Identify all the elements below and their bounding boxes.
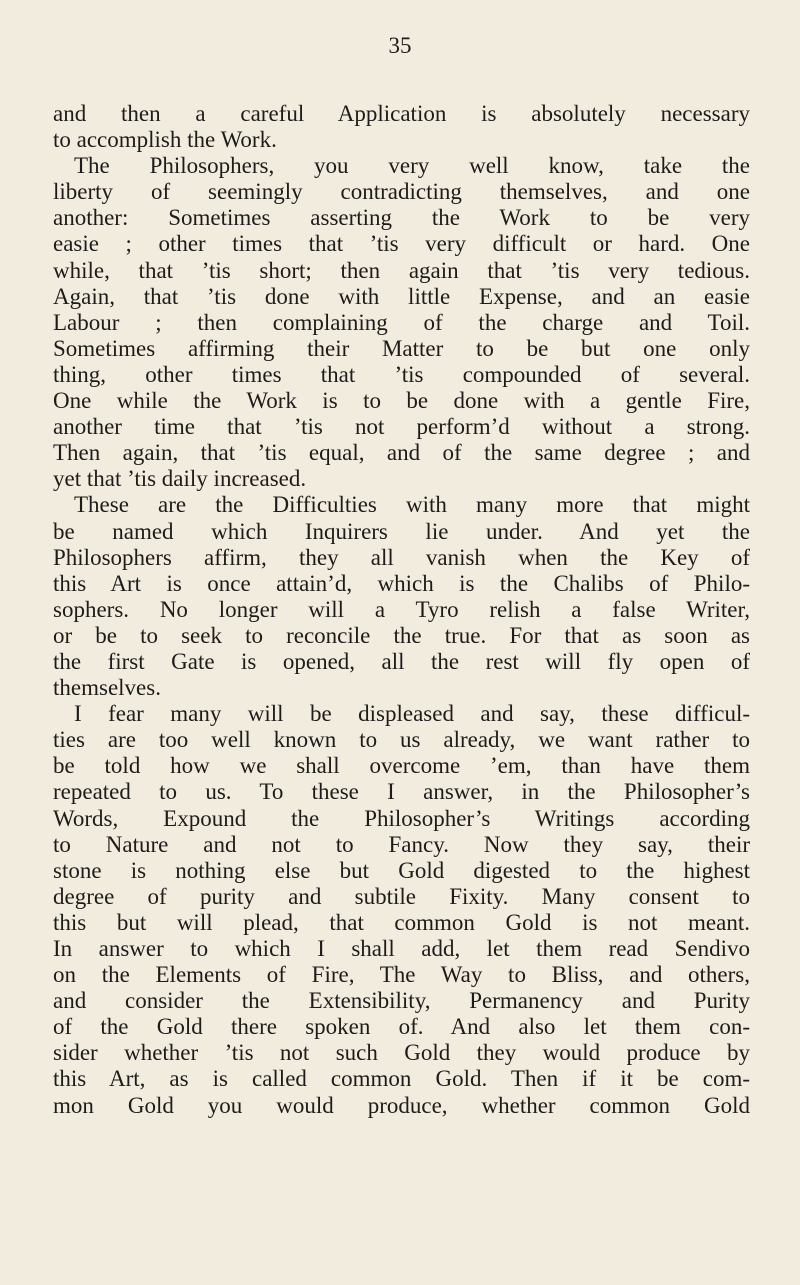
text-line: easie ; other times that ’tis very difficult or hard. One [53, 231, 750, 257]
text-line: this Art is once attain’d, which is the Chalibs of Philo- [53, 570, 750, 596]
text-line: Sometimes affirming their Matter to be but one only [53, 335, 750, 361]
text-line: to Nature and not to Fancy. Now they say, their [53, 831, 750, 857]
text-line: Again, that ’tis done with little Expense, and an easie [53, 283, 750, 309]
text-line: ties are too well known to us already, we want rather to [53, 727, 750, 753]
text-line: the first Gate is opened, all the rest will fly open of [53, 648, 750, 674]
text-line: These are the Difficulties with many more that might [74, 492, 750, 518]
text-line: and consider the Extensibility, Permanency and Purity [53, 988, 750, 1014]
text-line: In answer to which I shall add, let them read Sendivo [53, 936, 750, 961]
text-line: The Philosophers, you very well know, take the [74, 153, 750, 179]
text-line: I fear many will be displeased and say, these difficul- [74, 701, 750, 727]
text-line: or be to seek to reconcile the true. For that as soon as [53, 622, 750, 648]
text-line: repeated to us. To these I answer, in the Philosopher’s [53, 779, 750, 805]
text-line: sophers. No longer will a Tyro relish a false Writer, [53, 596, 750, 622]
text-line: thing, other times that ’tis compounded of several. [53, 361, 750, 387]
text-line: degree of purity and subtile Fixity. Many consent to [53, 883, 750, 909]
text-line: Then again, that ’tis equal, and of the same degree ; and [53, 440, 750, 466]
text-line: be told how we shall overcome ’em, than have them [53, 753, 750, 779]
text-line: this but will plead, that common Gold is not meant. [53, 909, 750, 935]
text-line: be named which Inquirers lie under. And yet the [53, 518, 750, 544]
text-line: this Art, as is called common Gold. Then if it be com- [53, 1066, 750, 1092]
text-line: and then a careful Application is absolutely necessary [53, 101, 750, 126]
text-line: Philosophers affirm, they all vanish when the Key of [53, 544, 750, 570]
text-line: mon Gold you would produce, whether common Gold [53, 1092, 750, 1118]
text-line: sider whether ’tis not such Gold they would produce by [53, 1040, 750, 1066]
text-line: another time that ’tis not perform’d without a strong. [53, 414, 750, 440]
text-line: liberty of seemingly contradicting themselves, and one [53, 179, 750, 205]
text-line: themselves. [53, 675, 161, 701]
text-line: yet that ’tis daily increased. [53, 466, 307, 492]
text-line: One while the Work is to be done with a gentle Fire, [53, 388, 750, 414]
body-text [53, 101, 750, 1119]
text-line: Labour ; then complaining of the charge and Toil. [53, 309, 750, 335]
text-line: stone is nothing else but Gold digested to the highest [53, 857, 750, 883]
text-line: to accomplish the Work. [53, 127, 277, 153]
text-line: another: Sometimes asserting the Work to be very [53, 205, 750, 231]
text-line: on the Elements of Fire, The Way to Bliss, and others, [53, 962, 750, 988]
text-line: while, that ’tis short; then again that ’tis very tedious. [53, 257, 750, 283]
text-line: Words, Expound the Philosopher’s Writings according [53, 805, 750, 831]
page-number: 35 [388, 33, 412, 58]
text-line: of the Gold there spoken of. And also let them con- [53, 1014, 750, 1040]
